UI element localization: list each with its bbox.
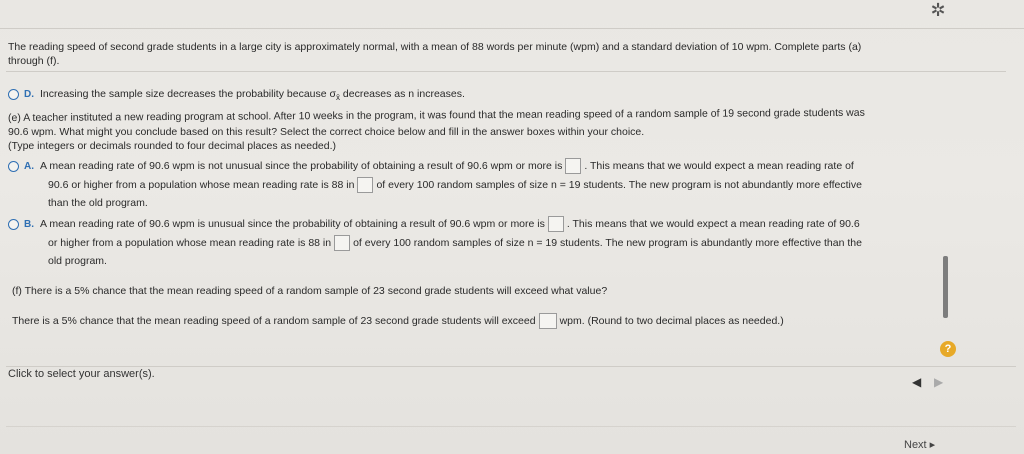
choice-d-text: Increasing the sample size decreases the probability because σ [40, 88, 336, 100]
choice-d-text-end: decreases as n increases. [339, 88, 465, 100]
choice-a-text-1: A mean reading rate of 90.6 wpm is not unusual since the probability of obtaining a result of 90.6 wpm or more is [40, 159, 563, 172]
answer-box-a-count[interactable] [357, 177, 373, 193]
divider [6, 426, 1016, 427]
prev-arrow-icon[interactable]: ◀ [912, 375, 922, 389]
choice-b[interactable] [8, 216, 948, 268]
answer-box-f-value[interactable] [539, 313, 557, 329]
part-e-line-2: 90.6 wpm. What might you conclude based on this result? Select the correct choice below and fill in the answer boxes within your choice. [8, 126, 645, 138]
part-e-line-3: (Type integers or decimals rounded to four decimal places as needed.) [8, 140, 337, 152]
scrollbar-thumb[interactable] [943, 256, 948, 318]
choice-b-letter: B. [24, 218, 34, 230]
choice-b-text-2: . This means that we would expect a mean reading rate of 90.6 [566, 217, 860, 230]
answer-box-b-count[interactable] [334, 235, 350, 251]
divider [6, 71, 1006, 72]
part-f-answer [12, 313, 784, 329]
choice-a-text-2: . This means that we would expect a mean reading rate of [584, 159, 854, 172]
sigma-subscript: x̄ [335, 93, 340, 102]
choice-d-letter: D. [24, 89, 34, 100]
radio-b[interactable] [8, 219, 19, 230]
gear-icon[interactable]: ✲ [930, 0, 946, 20]
click-to-select-hint: Click to select your answer(s). [8, 368, 155, 380]
help-icon[interactable]: ? [940, 341, 956, 357]
choice-b-text-5: old program. [48, 255, 107, 267]
part-e-question [7, 106, 948, 153]
choice-b-text-3: or higher from a population whose mean reading rate is 88 in [48, 236, 332, 249]
radio-a[interactable] [8, 161, 19, 172]
answer-box-b-probability[interactable] [548, 216, 564, 232]
radio-d[interactable] [8, 89, 19, 100]
intro-line-2: through (f). [8, 55, 60, 67]
choice-d[interactable] [8, 87, 465, 105]
part-f-text-after: wpm. (Round to two decimal places as needed.) [559, 314, 784, 327]
intro-line-1: The reading speed of second grade students in a large city is approximately normal, with a mean of 88 words per minute (wpm) and a standard deviation of 10 wpm. Complete parts (a) [8, 41, 862, 53]
choice-a-text-4: of every 100 random samples of size n = 19 students. The new program is not abundantly more effective [376, 178, 862, 191]
problem-intro [8, 40, 1008, 68]
next-arrow-icon[interactable]: ▶ [934, 375, 944, 389]
choice-a[interactable] [8, 158, 948, 210]
answer-box-a-probability[interactable] [565, 158, 581, 174]
choice-b-text-4: of every 100 random samples of size n = 19 students. The new program is abundantly more effective than the [353, 236, 862, 249]
choice-a-text-5: than the old program. [48, 197, 148, 209]
choice-a-text-3: 90.6 or higher from a population whose mean reading rate is 88 in [48, 178, 355, 191]
part-f-question: (f) There is a 5% chance that the mean reading speed of a random sample of 23 second grade students will exceed what value? [12, 285, 608, 297]
top-bar [0, 0, 1024, 29]
part-e-line-1: (e) A teacher instituted a new reading program at school. After 10 weeks in the program, it was found that the mean reading speed of a random sample of 19 second grade students was [7, 106, 865, 124]
choice-a-letter: A. [24, 160, 34, 172]
part-f-text-before: There is a 5% chance that the mean reading speed of a random sample of 23 second grade students will exceed [12, 314, 536, 327]
next-button[interactable]: Next ▸ [904, 439, 936, 451]
choice-b-text-1: A mean reading rate of 90.6 wpm is unusual since the probability of obtaining a result of 90.6 wpm or more is [40, 217, 545, 230]
divider [6, 366, 1016, 367]
